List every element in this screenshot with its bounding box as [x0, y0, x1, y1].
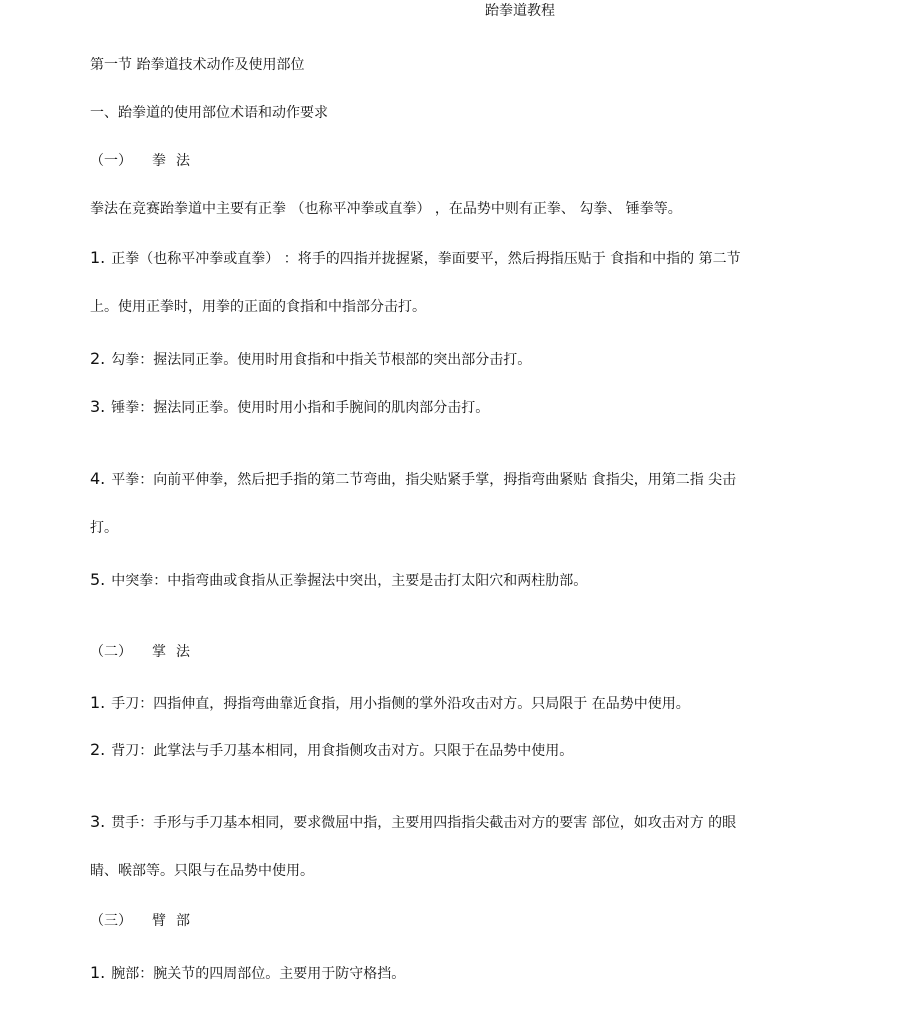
fist-label: （一） [90, 153, 132, 169]
list-item-continuation: 睛、喉部等。只限与在品势中使用。 [90, 863, 314, 879]
item-number: 1. [90, 248, 106, 267]
item-number: 2. [90, 349, 106, 368]
list-item [90, 398, 489, 417]
page-header-title: 跆拳道教程 [485, 3, 555, 19]
list-item [90, 964, 405, 983]
list-item [90, 249, 741, 268]
list-item [90, 350, 531, 369]
item-number: 3. [90, 397, 106, 416]
part-title: 一、跆拳道的使用部位术语和动作要求 [90, 105, 328, 121]
item-number: 1. [90, 693, 106, 712]
item-number: 1. [90, 963, 106, 982]
item-text: 手刀：四指伸直，拇指弯曲靠近食指，用小指侧的掌外沿攻击对方。只局限于 在品势中使用。 [111, 696, 690, 712]
item-text: 背刀：此掌法与手刀基本相同，用食指侧攻击对方。只限于在品势中使用。 [111, 743, 574, 759]
item-text: 勾拳：握法同正拳。使用时用食指和中指关节根部的突出部分击打。 [111, 352, 532, 368]
list-item [90, 813, 736, 832]
fist-title: 拳法 [152, 153, 200, 169]
list-item-continuation: 上。使用正拳时，用拳的正面的食指和中指部分击打。 [90, 299, 426, 315]
arm-label: （三） [90, 913, 132, 929]
item-text: 锤拳：握法同正拳。使用时用小指和手腕间的肌肉部分击打。 [111, 400, 490, 416]
palm-subheading [90, 643, 200, 661]
item-number: 2. [90, 740, 106, 759]
fist-subheading [90, 152, 200, 170]
palm-title: 掌法 [152, 644, 200, 660]
item-number: 5. [90, 570, 106, 589]
item-text: 中突拳：中指弯曲或食指从正拳握法中突出，主要是击打太阳穴和两柱肋部。 [111, 573, 588, 589]
palm-label: （二） [90, 644, 132, 660]
section-title: 第一节 跆拳道技术动作及使用部位 [90, 57, 305, 73]
arm-title: 臂部 [152, 913, 200, 929]
item-number: 3. [90, 812, 106, 831]
list-item-continuation: 打。 [90, 520, 118, 536]
item-text: 平拳：向前平伸拳，然后把手指的第二节弯曲，指尖贴紧手掌，拇指弯曲紧贴 食指尖，用第二指 尖击 [111, 472, 737, 488]
list-item [90, 470, 736, 489]
list-item [90, 694, 690, 713]
list-item [90, 741, 573, 760]
list-item [90, 571, 587, 590]
item-number: 4. [90, 469, 106, 488]
item-text: 正拳（也称平冲拳或直拳） ：将手的四指并拢握紧，拳面要平，然后拇指压贴于 食指和中指的 第二节 [111, 251, 741, 267]
item-text: 腕部：腕关节的四周部位。主要用于防守格挡。 [111, 966, 406, 982]
fist-intro: 拳法在竞赛跆拳道中主要有正拳 （也称平冲拳或直拳） ，在品势中则有正拳、 勾拳、 锤拳等。 [90, 201, 682, 217]
arm-subheading [90, 912, 200, 930]
item-text: 贯手：手形与手刀基本相同，要求微屈中指，主要用四指指尖截击对方的要害 部位，如攻击对方 的眼 [111, 815, 737, 831]
